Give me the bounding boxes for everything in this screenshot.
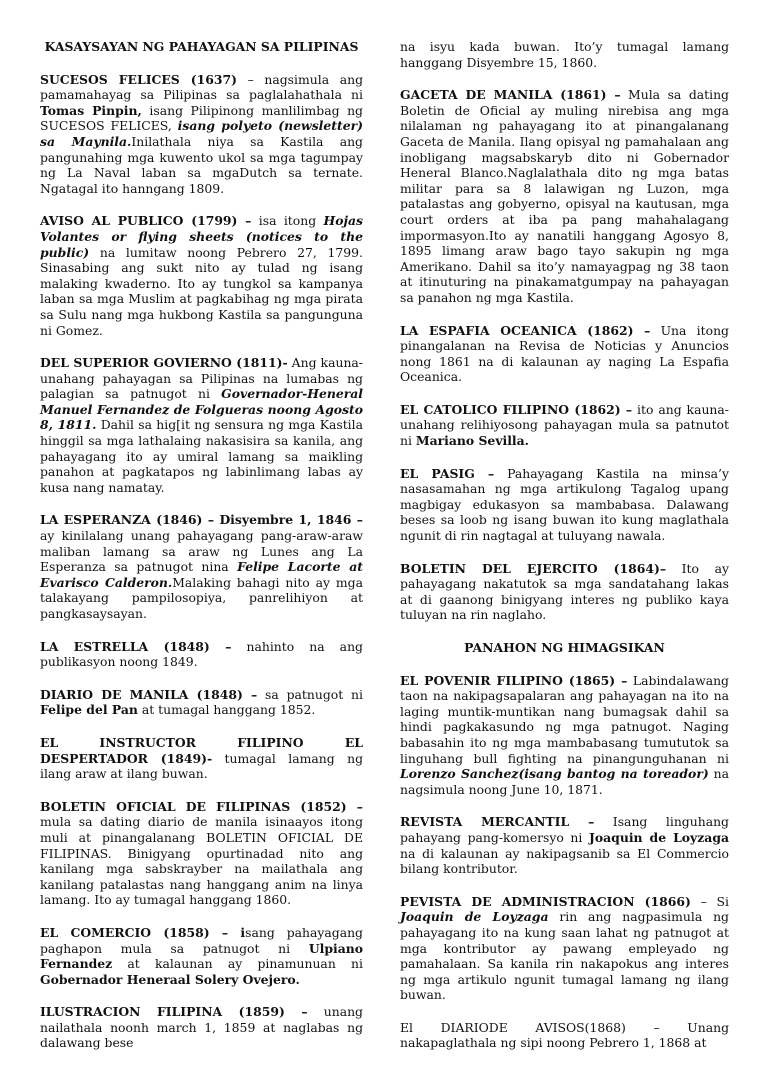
entry-heading: LA ESPAFIA OCEANICA (1862) – — [400, 322, 651, 338]
entry-heading: ILUSTRACION FILIPINA (1859) – — [40, 1004, 308, 1020]
entry-heading: GACETA DE MANILA (1861) – — [400, 87, 621, 103]
entry-la-espafia-oceanica: LA ESPAFIA OCEANICA (1862) – Una itong pinangalanan na Revisa de Noticias y Anuncios nong 1861 na di kalaunan ay naging La Espafia Oceanica. — [400, 322, 729, 385]
entry-heading: DEL SUPERIOR GOVIERNO (1811)- — [40, 355, 288, 371]
left-column — [40, 0, 363, 1068]
entry-del-superior-govierno: DEL SUPERIOR GOVIERNO (1811)- Ang kauna-unahang pahayagan sa Pilipinas na lumabas ng palagian sa patnugot ni Governador-Heneral Manuel Fernandez de Folgueras noong Agosto 8, 1811. Dahil sa hig[it ng sensura ng mga Kastila hinggil sa mga lathalaing nakasisira sa kanila, ang pahayagang ito ay umiral lamang sa maikling panahon at pagkatapos ng labinlimang labas ay kusa nang namatay. — [40, 355, 363, 495]
entry-heading: SUCESOS FELICES (1637) — [40, 71, 237, 87]
entry-aviso-al-publico: AVISO AL PUBLICO (1799) – isa itong Hojas Volantes or flying sheets (notices to the public) na lumitaw noong Pebrero 27, 1799. Sinasabing ang sukt nito ay tulad ng isang malaking kwaderno. Ito ay tungkol sa kampanya laban sa mga Muslim at pagkabihag ng mga pirata sa Sulu nang mga hukbong Kastila sa pangunguna ni Gomez. — [40, 213, 364, 338]
entry-ilustracion-filipina: ILUSTRACION FILIPINA (1859) – unang nailathala noonh march 1, 1859 at naglabas ng dalawang bese — [40, 1004, 363, 1051]
entry-heading: AVISO AL PUBLICO (1799) – — [40, 213, 252, 229]
entry-la-estrella: LA ESTRELLA (1848) – nahinto na ang publikasyon noong 1849. — [40, 638, 363, 670]
entry-heading: EL CATOLICO FILIPINO (1862) – — [400, 401, 633, 417]
entry-el-povenir-filipino: EL POVENIR FILIPINO (1865) – Labindalawang taon na nakipagsapalaran ang pahayagan na ito na laging muntik-muntikan nang bumagsak dahil sa hindi pagkakasundo ng mga patnugot. Naging babasahin ito ng mga mambabasang tumututok sa linguhang bull fighting na pinangunguhanan ni Lorenzo Sanchez(isang bantog na toreador) na nagsimula noong June 10, 1871. — [400, 672, 730, 797]
entry-heading: DIARIO DE MANILA (1848) – — [40, 686, 258, 702]
entry-el-comercio: EL COMERCIO (1858) – isang pahayagang paghapon mula sa patnugot ni Ulpiano Fernandez at kalaunan ay pinamunuan ni Gobernador Heneraal Solery Ovejero. — [40, 924, 363, 987]
entry-heading: BOLETIN OFICIAL DE FILIPINAS (1852) – — [40, 798, 363, 814]
entry-heading: EL POVENIR FILIPINO (1865) – — [400, 672, 628, 688]
entry-boletin-del-ejercito: BOLETIN DEL EJERCITO (1864)– Ito ay pahayagang nakatutok sa mga sandatahang lakas at di gaanong binigyang interes ng publiko kaya tuluyan na rin naglaho. — [400, 560, 729, 623]
section-heading: PANAHON NG HIMAGSIKAN — [464, 640, 665, 655]
entry-heading: EL INSTRUCTOR FILIPINO EL DESPERTADOR (1849)- — [40, 734, 363, 766]
entry-boletin-oficial: BOLETIN OFICIAL DE FILIPINAS (1852) – mula sa dating diario de manila isinaayos itong muli at pinangalanang BOLETIN OFICIAL DE FILIPINAS. Binigyang opurtinadad nito ang kanilang mga sabskrayber na mailathala ang kanilang patalastas nang hanggang anim na linya lamang. Ito ay tumagal hanggang 1860. — [40, 798, 363, 908]
entry-heading: EL COMERCIO (1858) – i — [40, 924, 246, 940]
entry-el-catolico-filipino: EL CATOLICO FILIPINO (1862) – ito ang kauna-unahang relihiyosong pahayagan mula sa patnutot ni Mariano Sevilla. — [400, 401, 729, 449]
entry-pevista-de-administracion: PEVISTA DE ADMINISTRACION (1866) – Si Joaquin de Loyzaga rin ang nagpasimula ng pahayagang ito na kung saan lahat ng patnugot at mga kontributor ay pawang empleyado ng pamahalaan. Sa kanila rin nakapokus ang interes ng mga artikulo ngunit tumagal lamang ng ilang buwan. — [400, 893, 729, 1003]
entry-la-esperanza: LA ESPERANZA (1846) – Disyembre 1, 1846 – ay kinilalang unang pahayagang pang-araw-araw maliban lamang sa araw ng Lunes ang La Esperanza sa patnugot nina Felipe Lacorte at Evarisco Calderon.Malaking bahagi nito ay mga talakayang pampilosopiya, panrelihiyon at pangkasaysayan. — [40, 512, 363, 621]
entry-revista-mercantil: REVISTA MERCANTIL – Isang linguhang pahayang pang-komersyo ni Joaquin de Loyzaga na di kalaunan ay nakipagsanib sa El Commercio bilang kontributor. — [400, 814, 730, 877]
page-title: KASAYSAYAN NG PAHAYAGAN SA PILIPINAS — [44, 39, 359, 54]
right-column — [400, 0, 729, 1068]
entry-heading: BOLETIN DEL EJERCITO (1864)– — [400, 560, 667, 576]
entry-heading: LA ESTRELLA (1848) – — [40, 638, 232, 654]
entry-diario-de-manila: DIARIO DE MANILA (1848) – sa patnugot ni Felipe del Pan at tumagal hanggang 1852. — [40, 686, 364, 718]
entry-heading: EL PASIG – — [400, 465, 495, 481]
entry-heading: PEVISTA DE ADMINISTRACION (1866) — [400, 893, 691, 909]
entry-el-diario-de-avisos: El DIARIODE AVISOS(1868) – Unang nakapaglathala ng sipi noong Pebrero 1, 1868 at — [400, 1019, 729, 1051]
continuation-text: na isyu kada buwan. Ito’y tumagal lamang hanggang Disyembre 15, 1860. — [400, 39, 729, 70]
entry-sucesos-felices: SUCESOS FELICES (1637) – nagsimula ang pamamahayag sa Pilipinas sa paglalahathala ni Tomas Pinpin, isang Pilipinong manlilimbag ng SUCESOS FELICES, isang polyeto (newsletter) sa Maynila.Inilathala niya sa Kastila ang pangunahing mga kuwento ukol sa mga tagumpay ng La Naval laban sa mgaDutch sa ternate. Ngatagal ito hanngang 1809. — [40, 71, 363, 196]
entry-heading: LA ESPERANZA (1846) – Disyembre 1, 1846 – — [40, 512, 363, 528]
entry-el-instructor-filipino: EL INSTRUCTOR FILIPINO EL DESPERTADOR (1849)- tumagal lamang ng ilang araw at ilang buwan. — [40, 734, 363, 782]
entry-el-pasig: EL PASIG – Pahayagang Kastila na minsa’y nasasamahan ng mga artikulong Tagalog upang magbigay edukasyon sa mambabasa. Dalawang beses sa loob ng isang buwan ito kung maglathala ngunit di rin nagtagal at tuluyang nawala. — [400, 465, 729, 544]
entry-heading: REVISTA MERCANTIL – — [400, 814, 595, 830]
entry-gaceta-de-manila: GACETA DE MANILA (1861) – Mula sa dating Boletin de Oficial ay muling nirebisa ang mga nilalaman ng pahayagang ito at pinangalanang Gaceta de Manila. Ilang opisyal ng pamahalaan ang inobligang magsabskaryb dito ni Gobernador Heneral Blanco.Naglalathala dito ng mga batas militar para sa 8 lalawigan ng Luzon, mga patalastas ang gobyerno, opisyal na kautusan, mga court orders at iba pa pang mahahalagang impormasyon.Ito ay nanatili hanggang Agosyo 8, 1895 limang araw bago tayo sakupin ng mga Amerikano. Dahil sa ito’y namayagpag ng 38 taon at itinuturing na pinakamatgumpay na pahayagan sa panahon ng mga Kastila. — [400, 87, 729, 305]
